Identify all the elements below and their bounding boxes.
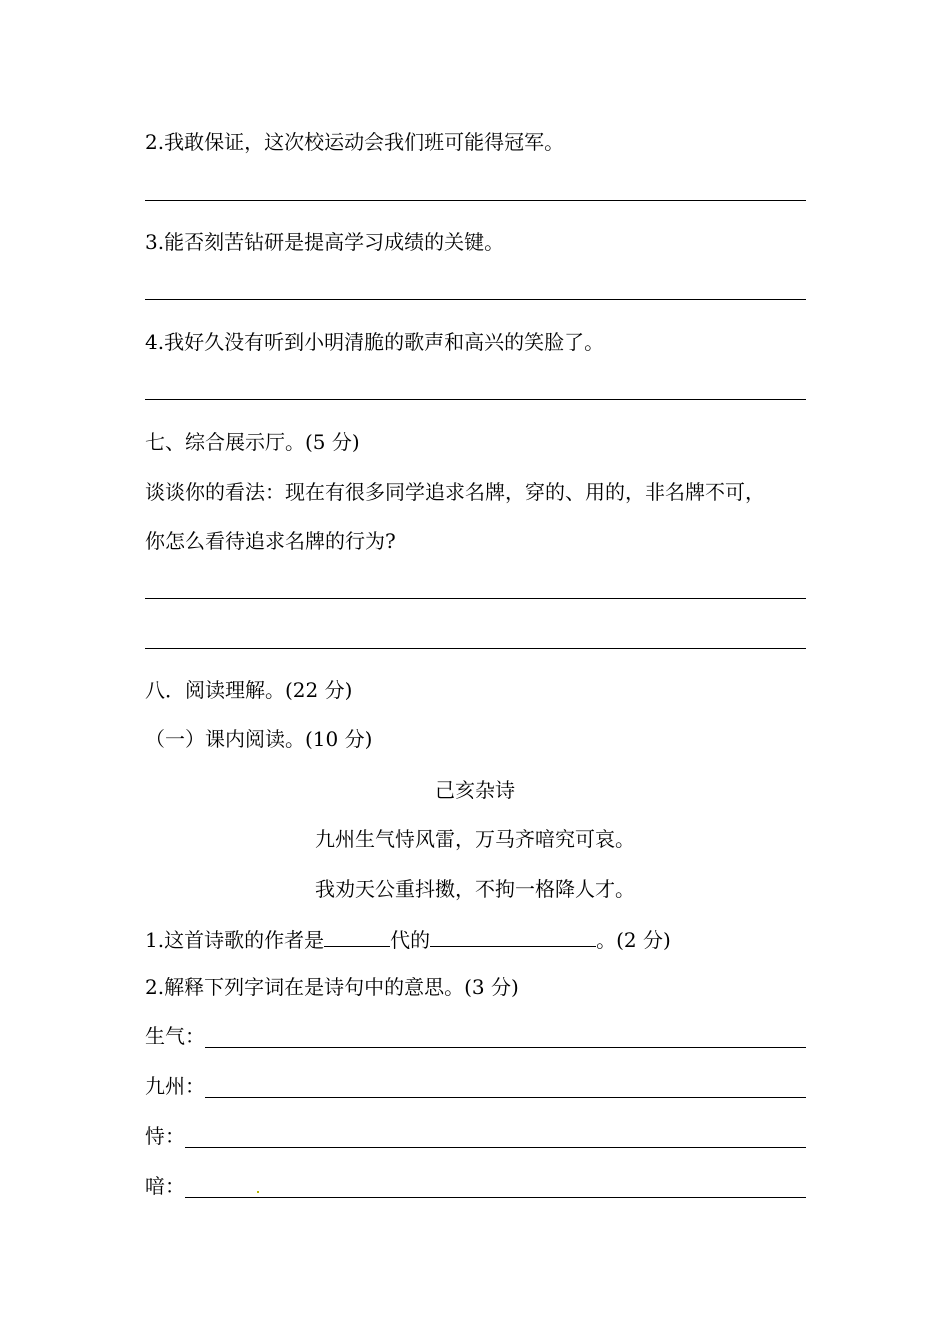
question-3-text: 3.能否刻苦钻研是提高学习成绩的关键。 (145, 230, 505, 254)
poem-line-1: 九州生气恃风雷，万马齐喑究可哀。 (315, 827, 635, 851)
term-answer-line[interactable] (185, 1179, 806, 1198)
question-explain-words: 2.解释下列字词在是诗句中的意思。(3 分) (145, 975, 519, 999)
section-7-heading: 七、综合展示厅。(5 分) (145, 430, 360, 454)
question-author-suffix: 。(2 分) (596, 928, 671, 952)
dynasty-blank[interactable] (324, 926, 390, 947)
question-author-prefix: 1.这首诗歌的作者是 (145, 928, 325, 952)
author-blank[interactable] (430, 926, 596, 947)
term-row-shengqi (145, 1024, 806, 1048)
question-2-text: 2.我敢保证，这次校运动会我们班可能得冠军。 (145, 130, 565, 154)
term-row-yin (145, 1174, 806, 1198)
term-answer-line[interactable] (205, 1079, 806, 1098)
section-7-prompt-line-1: 谈谈你的看法：现在有很多同学追求名牌，穿的、用的，非名牌不可， (145, 480, 765, 504)
stray-mark (257, 1191, 259, 1193)
question-author-middle: 代的 (390, 928, 431, 952)
term-row-jiuzhou (145, 1074, 806, 1098)
term-answer-line[interactable] (185, 1129, 806, 1148)
term-label: 恃： (145, 1124, 185, 1148)
term-row-shi (145, 1124, 806, 1148)
term-label: 生气： (145, 1024, 205, 1048)
answer-line-section-7-a[interactable] (145, 598, 806, 599)
term-answer-line[interactable] (205, 1029, 806, 1048)
section-8-sub-heading: （一）课内阅读。(10 分) (145, 727, 373, 751)
poem-line-2: 我劝天公重抖擞，不拘一格降人才。 (315, 877, 635, 901)
question-4-text: 4.我好久没有听到小明清脆的歌声和高兴的笑脸了。 (145, 330, 605, 354)
section-8-heading: 八．阅读理解。(22 分) (145, 678, 353, 702)
answer-line-q2[interactable] (145, 200, 806, 201)
term-label: 喑： (145, 1174, 185, 1198)
section-7-prompt-line-2: 你怎么看待追求名牌的行为? (145, 529, 396, 553)
answer-line-q3[interactable] (145, 299, 806, 300)
question-author (145, 926, 671, 952)
answer-line-section-7-b[interactable] (145, 648, 806, 649)
answer-line-q4[interactable] (145, 399, 806, 400)
poem-title: 己亥杂诗 (435, 778, 515, 802)
term-label: 九州： (145, 1074, 205, 1098)
